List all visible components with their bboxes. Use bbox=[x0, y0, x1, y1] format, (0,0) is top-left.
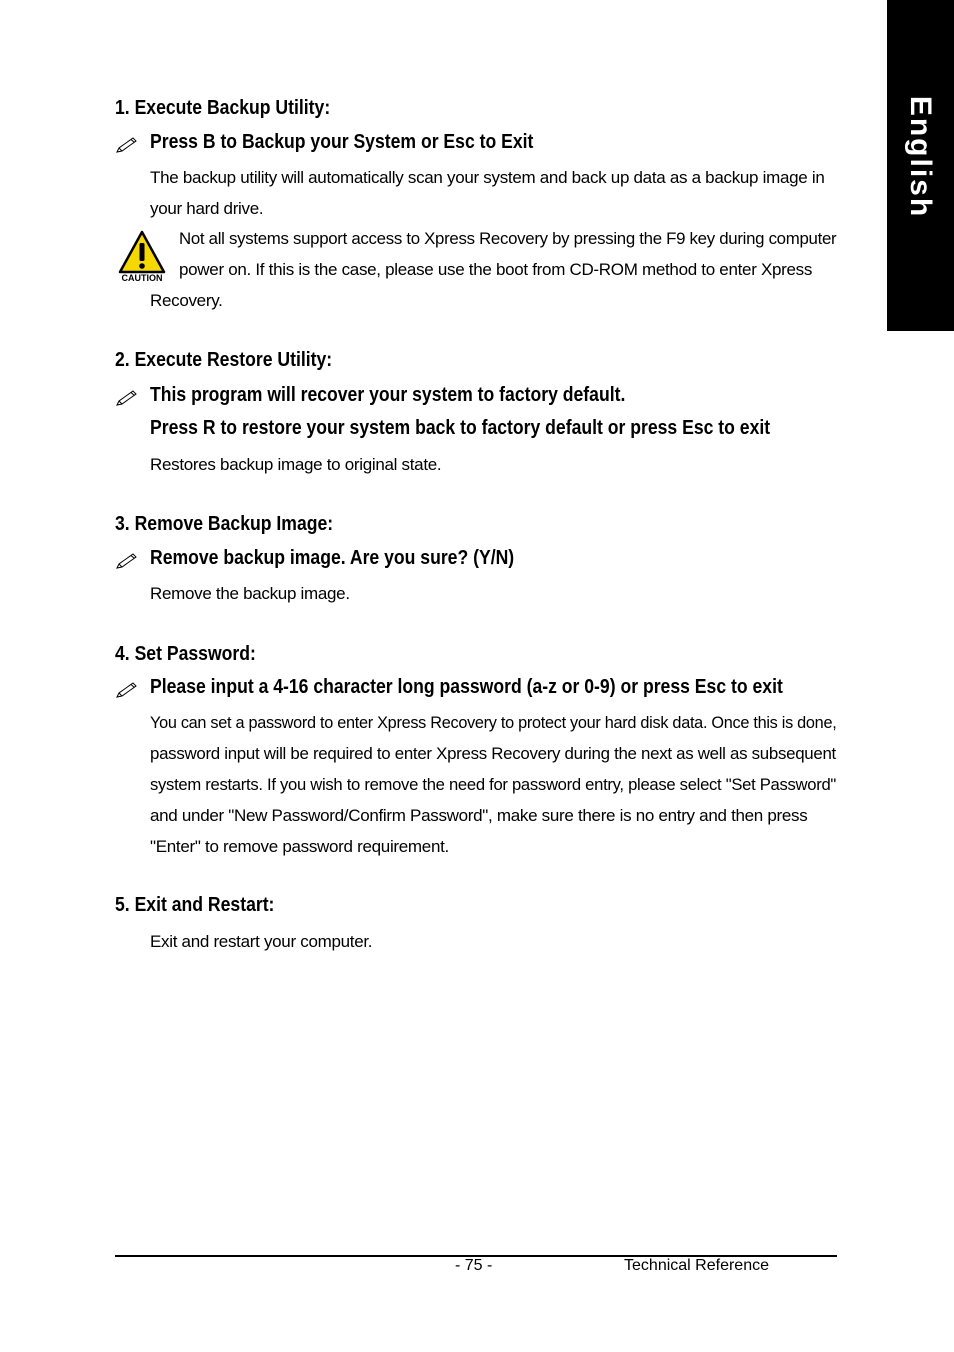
caution-icon bbox=[117, 229, 167, 283]
body-line: system restarts. If you wish to remove the need for password entry, please select "Set Password" bbox=[150, 775, 837, 794]
section-2-subheading-2: Press R to restore your system back to factory default or press Esc to exit bbox=[150, 417, 771, 439]
caution-text-continued bbox=[150, 285, 836, 316]
section-2-heading: 2. Execute Restore Utility: bbox=[115, 349, 333, 371]
section-2-body bbox=[150, 449, 836, 480]
body-line: Exit and restart your computer. bbox=[150, 932, 373, 951]
language-tab-label: English bbox=[904, 95, 937, 219]
caution-line: power on. If this is the case, please use the boot from CD-ROM method to enter Xpress bbox=[179, 260, 813, 279]
body-line: Remove the backup image. bbox=[150, 584, 350, 603]
page-number: - 75 - bbox=[455, 1257, 493, 1274]
section-5-body bbox=[150, 926, 836, 957]
section-1-subheading: Press B to Backup your System or Esc to Exit bbox=[150, 131, 534, 153]
body-line: your hard drive. bbox=[150, 199, 264, 218]
section-2-subheading: This program will recover your system to factory default. bbox=[150, 384, 626, 406]
body-line: "Enter" to remove password requirement. bbox=[150, 837, 449, 856]
section-4-subheading: Please input a 4-16 character long password (a-z or 0-9) or press Esc to exit bbox=[150, 676, 783, 698]
caution-line: Not all systems support access to Xpress Recovery by pressing the F9 key during computer bbox=[179, 229, 837, 248]
section-5-heading: 5. Exit and Restart: bbox=[115, 894, 275, 916]
body-line: password input will be required to enter Xpress Recovery during the next as well as subsequent bbox=[150, 744, 836, 763]
section-3-heading: 3. Remove Backup Image: bbox=[115, 513, 334, 535]
section-3-subheading: Remove backup image. Are you sure? (Y/N) bbox=[150, 547, 515, 569]
section-1-heading: 1. Execute Backup Utility: bbox=[115, 97, 331, 119]
caution-text bbox=[179, 223, 836, 285]
section-4-body bbox=[150, 707, 836, 862]
body-line: You can set a password to enter Xpress Recovery to protect your hard disk data. Once this is done, bbox=[150, 713, 837, 732]
footer-section-title: Technical Reference bbox=[624, 1257, 769, 1274]
caution-line: Recovery. bbox=[150, 291, 223, 310]
section-1-body bbox=[150, 162, 836, 224]
pencil-icon bbox=[115, 681, 139, 699]
pencil-icon bbox=[115, 552, 139, 570]
section-4-heading: 4. Set Password: bbox=[115, 643, 256, 665]
body-line: and under "New Password/Confirm Password", make sure there is no entry and then press bbox=[150, 806, 808, 825]
language-tab bbox=[887, 0, 954, 331]
caution-icon-label: CAUTION bbox=[121, 273, 163, 283]
body-line: The backup utility will automatically scan your system and back up data as a backup image in bbox=[150, 168, 825, 187]
body-line: Restores backup image to original state. bbox=[150, 455, 442, 474]
section-3-body bbox=[150, 578, 836, 609]
pencil-icon bbox=[115, 389, 139, 407]
pencil-icon bbox=[115, 136, 139, 154]
